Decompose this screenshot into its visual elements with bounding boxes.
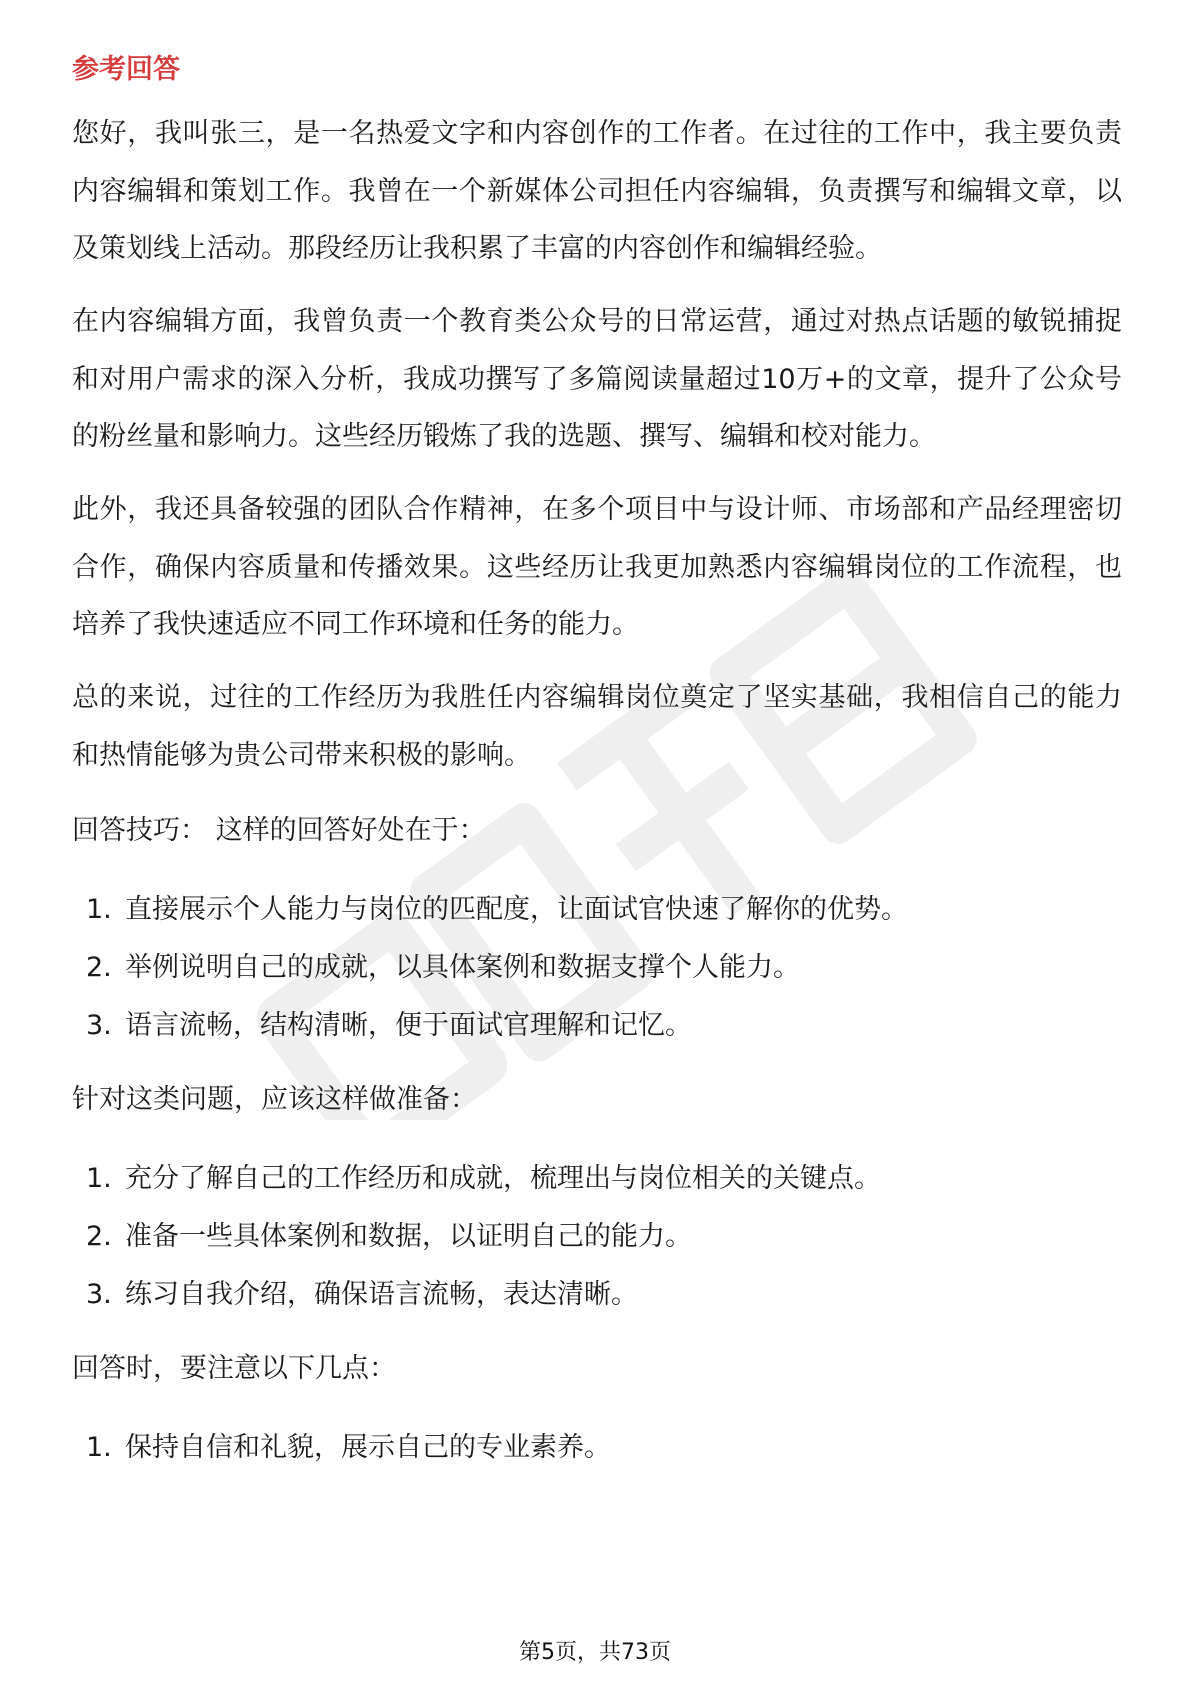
list-item: 1. 充分了解自己的工作经历和成就，梳理出与岗位相关的关键点。 (86, 1163, 881, 1194)
notes-label: 回答时，要注意以下几点： (72, 1353, 396, 1384)
document-page (72, 0, 1122, 1684)
paragraph-intro: 您好，我叫张三，是一名热爱文字和内容创作的工作者。在过往的工作中，我主要负责内容编辑和策划工作。我曾在一个新媒体公司担任内容编辑，负责撰写和编辑文章，以及策划线上活动。那段经历让我积累了丰富的内容创作和编辑经验。 (72, 118, 1122, 264)
section-heading: 参考回答 (72, 54, 180, 85)
list-item: 3. 练习自我介绍，确保语言流畅，表达清晰。 (86, 1279, 638, 1310)
paragraph-summary: 总的来说，过往的工作经历为我胜任内容编辑岗位奠定了坚实基础，我相信自己的能力和热情能够为贵公司带来积极的影响。 (72, 682, 1122, 771)
page-number: 第5页，共73页 (519, 1640, 671, 1665)
list-item: 2. 举例说明自己的成就，以具体案例和数据支撑个人能力。 (86, 952, 800, 983)
list-item: 1. 直接展示个人能力与岗位的匹配度，让面试官快速了解你的优势。 (86, 894, 908, 925)
paragraph-teamwork: 此外，我还具备较强的团队合作精神，在多个项目中与设计师、市场部和产品经理密切合作，确保内容质量和传播效果。这些经历让我更加熟悉内容编辑岗位的工作流程，也培养了我快速适应不同工作环境和任务的能力。 (72, 494, 1122, 640)
tips-list (72, 881, 1122, 1055)
prepare-label: 针对这类问题，应该这样做准备： (72, 1084, 477, 1115)
prepare-list (72, 1150, 1122, 1324)
list-item: 3. 语言流畅，结构清晰，便于面试官理解和记忆。 (86, 1010, 692, 1041)
notes-list (72, 1419, 1122, 1477)
list-item: 2. 准备一些具体案例和数据，以证明自己的能力。 (86, 1221, 692, 1252)
list-item: 1. 保持自信和礼貌，展示自己的专业素养。 (86, 1432, 611, 1463)
tips-label: 回答技巧： 这样的回答好处在于： (72, 815, 486, 846)
paragraph-editing: 在内容编辑方面，我曾负责一个教育类公众号的日常运营，通过对热点话题的敏锐捕捉和对用户需求的深入分析，我成功撰写了多篇阅读量超过10万+的文章，提升了公众号的粉丝量和影响力。这些经历锻炼了我的选题、撰写、编辑和校对能力。 (72, 306, 1122, 452)
